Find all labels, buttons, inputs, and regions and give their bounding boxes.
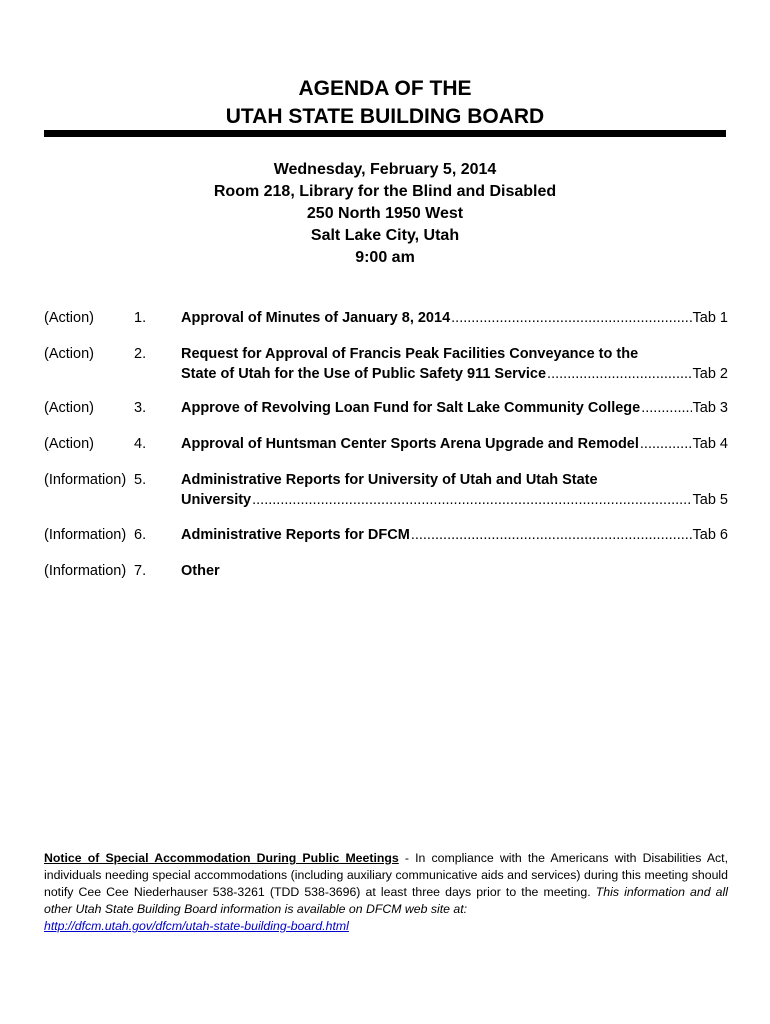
dot-leader bbox=[640, 435, 692, 454]
meeting-date: Wednesday, February 5, 2014 bbox=[273, 161, 497, 178]
accommodation-notice bbox=[44, 850, 728, 935]
item-number: 4. bbox=[134, 436, 147, 452]
item-type: (Information) bbox=[44, 472, 127, 488]
item-number: 3. bbox=[134, 400, 147, 416]
item-tab: Tab 4 bbox=[692, 436, 728, 452]
meeting-city: Salt Lake City, Utah bbox=[310, 227, 460, 244]
notice-body: - In compliance with the Americans with Disabilities Act, individuals needing special accommodations (including auxiliary communicative aids and services) during this meeting should notify Cee Cee Niederhauser 538-3261 (TDD 538-3696) at least three days prior to the meeting. bbox=[44, 851, 729, 899]
meeting-room: Room 218, Library for the Blind and Disabled bbox=[213, 183, 557, 200]
dot-leader bbox=[547, 365, 691, 384]
dot-leader bbox=[411, 526, 692, 545]
item-tab: Tab 3 bbox=[692, 400, 728, 416]
item-type: (Information) bbox=[44, 563, 127, 579]
item-type: (Action) bbox=[44, 346, 94, 362]
meeting-time: 9:00 am bbox=[355, 249, 415, 266]
dfcm-website-link[interactable]: http://dfcm.utah.gov/dfcm/utah-state-building-board.html bbox=[44, 919, 349, 933]
dot-leader bbox=[451, 309, 691, 328]
item-type: (Action) bbox=[44, 436, 94, 452]
title-divider bbox=[44, 130, 726, 137]
item-tab: Tab 6 bbox=[692, 527, 728, 543]
item-type: (Action) bbox=[44, 400, 94, 416]
agenda-title-line1: AGENDA OF THE bbox=[298, 77, 472, 100]
item-title: Approval of Minutes of January 8, 2014 bbox=[181, 310, 451, 326]
item-title: Approve of Revolving Loan Fund for Salt Lake Community College bbox=[181, 400, 641, 416]
notice-website-info: This information and all other Utah State Building Board information is available on DFCM web site at: bbox=[44, 885, 728, 916]
item-title: Administrative Reports for DFCM bbox=[181, 527, 410, 543]
item-number: 5. bbox=[134, 472, 147, 488]
item-title-continued: University bbox=[181, 492, 252, 508]
dot-leader bbox=[641, 399, 691, 418]
item-number: 6. bbox=[134, 527, 147, 543]
item-number: 7. bbox=[134, 563, 147, 579]
agenda-title-line2: UTAH STATE BUILDING BOARD bbox=[225, 105, 545, 128]
meeting-address: 250 North 1950 West bbox=[306, 205, 464, 222]
item-title: Other bbox=[181, 563, 220, 579]
item-tab: Tab 5 bbox=[692, 492, 728, 508]
item-number: 1. bbox=[134, 310, 147, 326]
item-title: Administrative Reports for University of Utah and Utah State bbox=[181, 472, 598, 488]
item-type: (Information) bbox=[44, 527, 127, 543]
dot-leader bbox=[252, 491, 691, 510]
item-title: Approval of Huntsman Center Sports Arena Upgrade and Remodel bbox=[181, 436, 639, 452]
item-type: (Action) bbox=[44, 310, 94, 326]
item-number: 2. bbox=[134, 346, 147, 362]
item-title: Request for Approval of Francis Peak Facilities Conveyance to the bbox=[181, 346, 639, 362]
notice-heading: Notice of Special Accommodation During Public Meetings bbox=[44, 851, 399, 865]
item-title-continued: State of Utah for the Use of Public Safety 911 Service bbox=[181, 366, 547, 382]
item-tab: Tab 2 bbox=[692, 366, 728, 382]
item-tab: Tab 1 bbox=[692, 310, 728, 326]
